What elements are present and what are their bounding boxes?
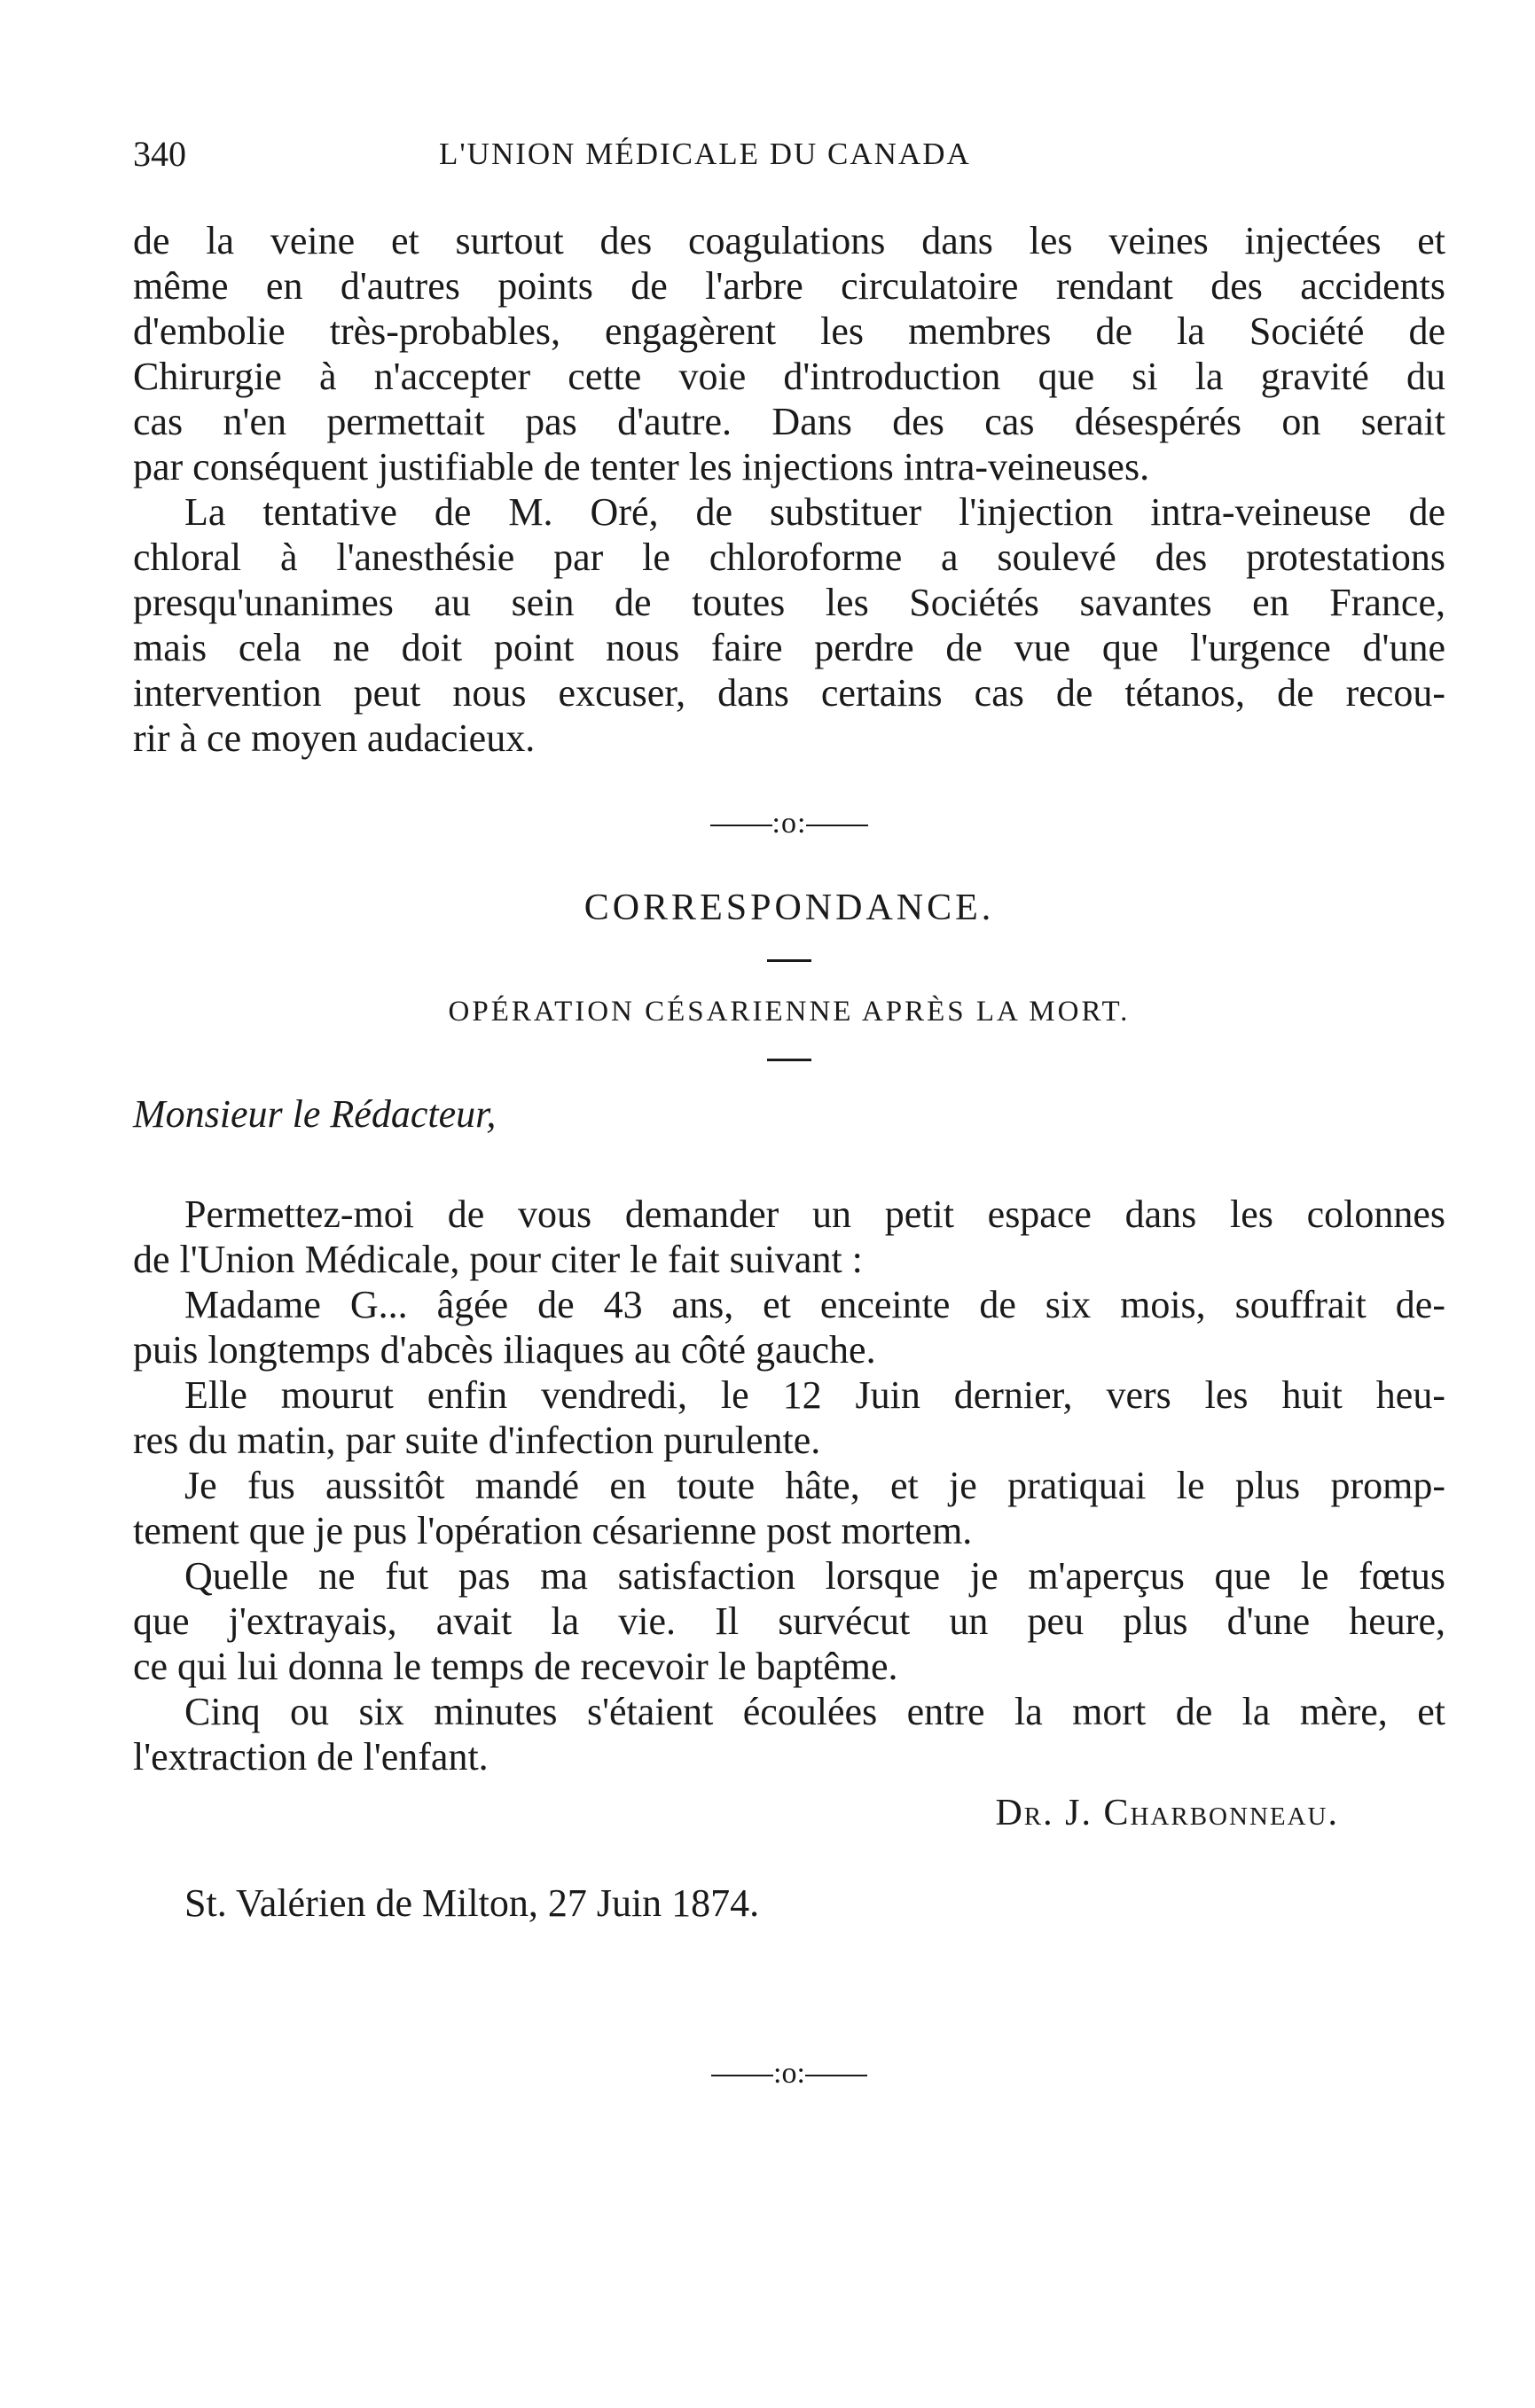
section-title: CORRESPONDANCE. xyxy=(583,887,995,928)
text-line: Permettez-moi de vous demander un petit espace dans les colonnes xyxy=(184,1192,1445,1236)
second-paragraph xyxy=(133,489,1445,761)
page-number: 340 xyxy=(133,134,186,174)
text-line: rir à ce moyen audacieux. xyxy=(133,716,536,760)
text-line: Chirurgie à n'accepter cette voie d'introduction que si la gravité du xyxy=(133,355,1445,398)
text-line: Elle mourut enfin vendredi, le 12 Juin dernier, vers les huit heu- xyxy=(184,1373,1445,1417)
separator-rule-left xyxy=(711,2075,773,2076)
text-line: de la veine et surtout des coagulations dans les veines injectées et xyxy=(133,219,1445,262)
salutation: Monsieur le Rédacteur, xyxy=(133,1092,497,1136)
dateline: St. Valérien de Milton, 27 Juin 1874. xyxy=(184,1881,760,1925)
title-rule xyxy=(767,959,811,962)
text-line: d'embolie très-probables, engagèrent les membres de la Société de xyxy=(133,309,1445,353)
page xyxy=(133,133,1445,2091)
text-line: mais cela ne doit point nous faire perdre de vue que l'urgence d'une xyxy=(133,626,1445,669)
text-line: ce qui lui donna le temps de recevoir le baptême. xyxy=(133,1645,898,1688)
letter-body xyxy=(133,1192,1445,1779)
subtitle-rule xyxy=(767,1059,811,1061)
letter-paragraph xyxy=(133,1282,1445,1372)
letter-paragraph xyxy=(133,1553,1445,1689)
signature: Dr. J. Charbonneau. xyxy=(995,1793,1339,1833)
text-line: Je fus aussitôt mandé en toute hâte, et je pratiquai le plus promp- xyxy=(184,1464,1445,1507)
text-line: La tentative de M. Oré, de substituer l'injection intra-veineuse de xyxy=(184,490,1445,534)
text-line: cas n'en permettait pas d'autre. Dans des cas désespérés on serait xyxy=(133,400,1445,443)
letter-paragraph xyxy=(133,1192,1445,1282)
text-line: Quelle ne fut pas ma satisfaction lorsque je m'aperçus que le fœtus xyxy=(184,1554,1445,1598)
article-subtitle: OPÉRATION CÉSARIENNE APRÈS LA MORT. xyxy=(448,996,1131,1028)
text-line: par conséquent justifiable de tenter les injections intra-veineuses. xyxy=(133,445,1150,489)
text-line: Madame G... âgée de 43 ans, et enceinte de six mois, souffrait de- xyxy=(184,1283,1445,1326)
text-line: res du matin, par suite d'infection purulente. xyxy=(133,1419,821,1462)
text-line: même en d'autres points de l'arbre circulatoire rendant des accidents xyxy=(133,264,1445,308)
separator-rule-right xyxy=(805,2075,867,2076)
separator-rule-left xyxy=(710,825,772,826)
text-line: l'extraction de l'enfant. xyxy=(133,1735,489,1779)
letter-paragraph xyxy=(133,1463,1445,1553)
separator-mark: :o: xyxy=(773,2057,805,2090)
text-line: intervention peut nous excuser, dans certains cas de tétanos, de recou- xyxy=(133,671,1445,715)
text-line: Cinq ou six minutes s'étaient écoulées entre la mort de la mère, et xyxy=(184,1690,1445,1733)
text-line: que j'extrayais, avait la vie. Il survécut un peu plus d'une heure, xyxy=(133,1599,1445,1643)
letter-paragraph xyxy=(133,1689,1445,1779)
journal-title: L'UNION MÉDICALE DU CANADA xyxy=(439,137,971,171)
running-head xyxy=(133,133,1445,186)
separator-mark: :o: xyxy=(771,807,807,840)
opening-paragraph xyxy=(133,218,1445,489)
text-line: tement que je pus l'opération césarienne post mortem. xyxy=(133,1509,973,1552)
separator-rule-right xyxy=(806,825,868,826)
letter-paragraph xyxy=(133,1372,1445,1463)
section-separator xyxy=(133,807,1445,840)
end-separator xyxy=(133,2057,1445,2091)
text-line: chloral à l'anesthésie par le chloroforme a soulevé des protestations xyxy=(133,536,1445,579)
text-line: presqu'unanimes au sein de toutes les Sociétés savantes en France, xyxy=(133,581,1445,624)
text-line: puis longtemps d'abcès iliaques au côté gauche. xyxy=(133,1328,876,1372)
text-line: de l'Union Médicale, pour citer le fait suivant : xyxy=(133,1238,863,1281)
